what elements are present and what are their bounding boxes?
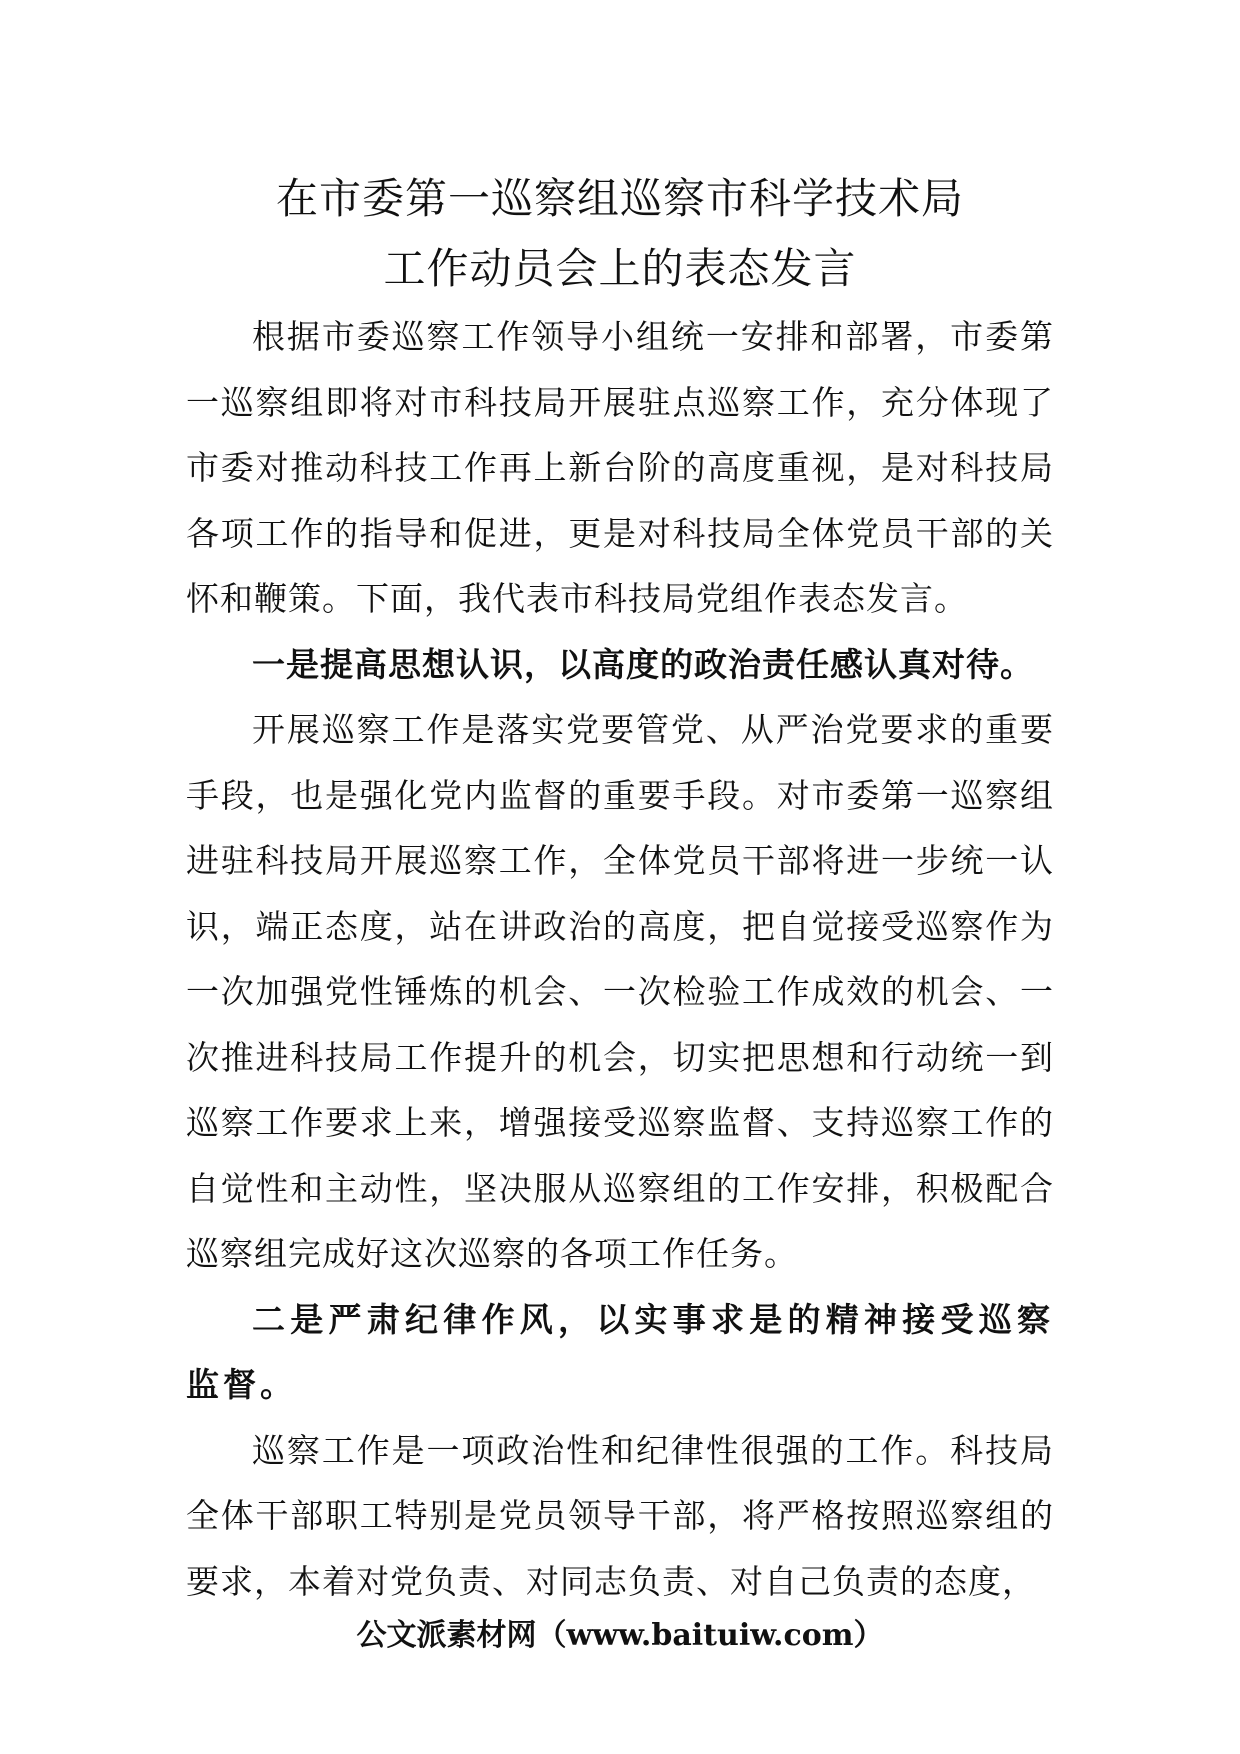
document-title-line-2: 工作动员会上的表态发言 — [383, 244, 857, 293]
section-heading-2: 二是严肃纪律作风，以实事求是的精神接受巡察监督。 — [186, 1299, 1054, 1404]
paragraph-section-1: 开展巡察工作是落实党要管党、从严治党要求的重要手段，也是强化党内监督的重要手段。对市委第一巡察组进驻科技局开展巡察工作，全体党员干部将进一步统一认识，端正态度，站在讲政治的高度，把自觉接受巡察作为一次加强党性锤炼的机会、一次检验工作成效的机会、一次推进科技局工作提升的机会，切实把思想和行动统一到巡察工作要求上来，增强接受巡察监督、支持巡察工作的自觉性和主动性，坚决服从巡察组的工作安排，积极配合巡察组完成好这次巡察的各项工作任务。 — [186, 710, 1054, 1273]
section-heading-1: 一是提高思想认识，以高度的政治责任感认真对待。 — [252, 644, 1034, 684]
document-body — [186, 304, 1054, 1614]
document-title-line-1: 在市委第一巡察组巡察市科学技术局 — [275, 174, 964, 223]
footer-watermark: 公文派素材网（www.baituiw.com） — [356, 1618, 884, 1653]
paragraph-intro: 根据市委巡察工作领导小组统一安排和部署，市委第一巡察组即将对市科技局开展驻点巡察工作，充分体现了市委对推动科技工作再上新台阶的高度重视，是对科技局各项工作的指导和促进，更是对科技局全体党员干部的关怀和鞭策。下面，我代表市科技局党组作表态发言。 — [186, 317, 1054, 618]
paragraph-section-2: 巡察工作是一项政治性和纪律性很强的工作。科技局全体干部职工特别是党员领导干部，将严格按照巡察组的要求，本着对党负责、对同志负责、对自己负责的态度， — [186, 1430, 1054, 1601]
